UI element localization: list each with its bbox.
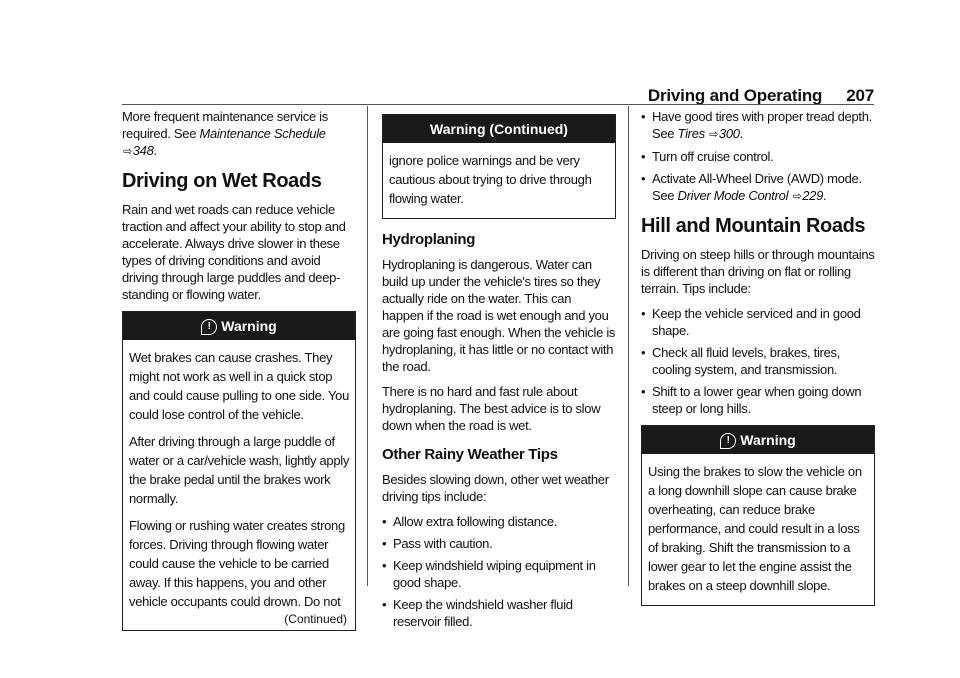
warning-header: ! Warning	[123, 312, 355, 340]
hill-roads-paragraph: Driving on steep hills or through mountains is different than driving on flat or rolling terrain. Tips include:	[641, 247, 875, 296]
warning-icon: !	[720, 433, 736, 449]
warning-body	[383, 143, 615, 218]
continued-label: (Continued)	[284, 612, 347, 627]
page-ref-arrow-icon: ⇨	[792, 189, 802, 203]
page-header	[0, 86, 874, 106]
column-3	[641, 108, 875, 616]
column-2	[382, 108, 616, 638]
warning-paragraph: Flowing or rushing water creates strong forces. Driving through flowing water could cause the vehicle to be carried away. If this happens, you and other vehicle occupants could drown. Do not	[129, 518, 345, 610]
downhill-brakes-warning	[641, 425, 875, 606]
hydroplaning-paragraph-2: There is no hard and fast rule about hydroplaning. The best advice is to slow down when the road is wet.	[382, 384, 601, 433]
column-1	[122, 108, 356, 641]
rainy-tips-list-continued	[641, 108, 875, 205]
list-item: • Allow extra following distance.	[382, 513, 616, 530]
hill-roads-heading: Hill and Mountain Roads	[641, 215, 866, 237]
maintenance-schedule-link[interactable]: Maintenance Schedule	[199, 126, 326, 141]
list-item: • Have good tires with proper tread depth. See Tires ⇨300.	[641, 108, 875, 143]
tires-link[interactable]: Tires	[677, 126, 705, 141]
warning-body	[642, 454, 874, 605]
hill-tips-list	[641, 305, 875, 417]
rainy-tips-intro: Besides slowing down, other wet weather driving tips include:	[382, 472, 609, 504]
warning-continued-header: Warning (Continued)	[383, 115, 615, 143]
driver-mode-control-link[interactable]: Driver Mode Control	[677, 188, 789, 203]
warning-paragraph: After driving through a large puddle of water or a car/vehicle wash, lightly apply the brake pedal until the brakes work normally.	[129, 434, 350, 507]
column-divider-2	[628, 106, 629, 586]
list-item: • Shift to a lower gear when going down steep or long hills.	[641, 383, 875, 417]
page-ref-arrow-icon: ⇨	[709, 127, 718, 141]
header-rule	[122, 104, 874, 105]
intro-paragraph: More frequent maintenance service is required. See Maintenance Schedule ⇨348.	[122, 109, 328, 158]
rainy-tips-list	[382, 513, 616, 630]
driver-mode-control-page[interactable]: 229	[802, 188, 824, 203]
hydroplaning-paragraph-1: Hydroplaning is dangerous. Water can build up under the vehicle's tires so they actually ride on the water. This can happen if the road is wet enough and you are going fast enough. When the vehicle is hydroplaning, it has little or no contact with the road.	[382, 257, 616, 374]
list-item: • Turn off cruise control.	[641, 148, 875, 165]
wet-brakes-warning	[122, 311, 356, 631]
warning-paragraph: Wet brakes can cause crashes. They might not work as well in a quick stop and could cause pulling to one side. You could lose control of the vehicle.	[129, 350, 350, 423]
list-item: • Keep the vehicle serviced and in good shape.	[641, 305, 875, 339]
list-item: • Check all fluid levels, brakes, tires, cooling system, and transmission.	[641, 344, 875, 378]
wet-roads-paragraph: Rain and wet roads can reduce vehicle traction and affect your ability to stop and accelerate. Always drive slower in these types of driving conditions and avoid driving through large puddles and deep-standing or flowing water.	[122, 202, 346, 302]
page-ref-arrow-icon: ⇨	[123, 144, 132, 158]
hydroplaning-heading: Hydroplaning	[382, 231, 476, 248]
tires-page[interactable]: 300	[718, 126, 740, 141]
maintenance-schedule-page[interactable]: 348	[132, 143, 154, 158]
warning-icon: !	[201, 319, 217, 335]
rainy-tips-heading: Other Rainy Weather Tips	[382, 446, 558, 463]
warning-header: ! Warning	[642, 426, 874, 454]
page-number: 207	[846, 86, 874, 105]
warning-body	[123, 340, 355, 630]
warning-continued-box	[382, 114, 616, 219]
wet-roads-heading: Driving on Wet Roads	[122, 170, 322, 192]
list-item: • Keep the windshield washer fluid reservoir filled.	[382, 596, 616, 630]
list-item: • Keep windshield wiping equipment in good shape.	[382, 557, 616, 591]
section-title: Driving and Operating	[647, 86, 823, 105]
list-item: • Pass with caution.	[382, 535, 616, 552]
column-divider-1	[367, 106, 368, 586]
list-item: • Activate All-Wheel Drive (AWD) mode. See Driver Mode Control ⇨229.	[641, 170, 875, 205]
warning-paragraph: Using the brakes to slow the vehicle on a long downhill slope can cause brake overheating, can reduce brake performance, and could result in a loss of braking. Shift the transmission to a lower gear to let the engine assist the brakes on a steep downhill slope.	[648, 464, 862, 594]
warning-paragraph: ignore police warnings and be very cautious about trying to drive through flowing water.	[389, 153, 592, 206]
